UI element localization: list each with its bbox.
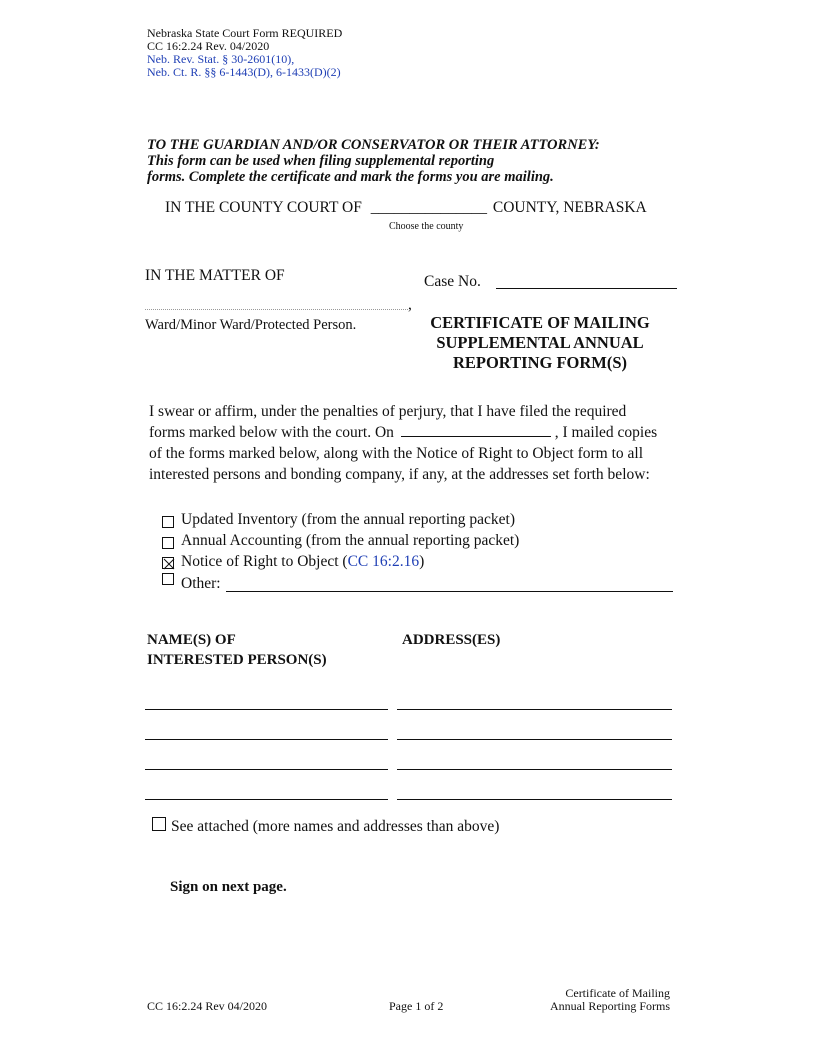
footer-page-number: Page 1 of 2 xyxy=(389,999,444,1013)
ward-comma: , xyxy=(408,296,412,313)
sign-next-page-note: Sign on next page. xyxy=(170,879,287,895)
address-field-2[interactable] xyxy=(397,739,672,740)
title-line-3: REPORTING FORM(S) xyxy=(452,353,628,372)
notice-right-to-object-checkbox[interactable] xyxy=(162,557,174,569)
names-header-line-2: INTERESTED PERSON(S) xyxy=(147,652,327,668)
certificate-title xyxy=(415,313,665,373)
statement-line-3: of the forms marked below, along with the Notice of Right to Object form to all xyxy=(149,445,644,462)
court-rule-link[interactable]: Neb. Ct. R. §§ 6-1443(D), 6-1433(D)(2) xyxy=(147,65,341,79)
statement-line-2b: , I mailed copies xyxy=(554,424,658,441)
other-field[interactable] xyxy=(226,591,673,592)
names-column-header xyxy=(147,630,327,670)
name-field-2[interactable] xyxy=(145,739,388,740)
notice-label-tail: ) xyxy=(419,553,425,570)
address-field-3[interactable] xyxy=(397,769,672,770)
name-field-3[interactable] xyxy=(145,769,388,770)
instructions xyxy=(147,137,600,185)
instructions-line-1: TO THE GUARDIAN AND/OR CONSERVATOR OR THEIR ATTORNEY: xyxy=(147,137,600,153)
addresses-column-header: ADDRESS(ES) xyxy=(402,632,501,648)
perjury-statement xyxy=(149,401,657,485)
form-code-line: CC 16:2.24 Rev. 04/2020 xyxy=(147,39,270,53)
updated-inventory-checkbox[interactable] xyxy=(162,516,174,528)
other-label: Other: xyxy=(181,575,221,592)
statement-line-2a: forms marked below with the court. On xyxy=(149,424,394,441)
case-number-label: Case No. xyxy=(424,273,481,290)
footer-form-title xyxy=(520,987,670,1013)
address-field-1[interactable] xyxy=(397,709,672,710)
matter-label: IN THE MATTER OF xyxy=(145,267,285,284)
name-field-4[interactable] xyxy=(145,799,388,800)
other-checkbox[interactable] xyxy=(162,573,174,585)
court-line xyxy=(165,199,647,217)
case-number-field[interactable] xyxy=(496,288,677,289)
statement-line-4: interested persons and bonding company, if any, at the addresses set forth below: xyxy=(149,466,650,483)
statute-link[interactable]: Neb. Rev. Stat. § 30-2601(10), xyxy=(147,52,295,66)
ward-name-field[interactable] xyxy=(145,309,408,310)
notice-right-to-object-label xyxy=(181,553,424,571)
annual-accounting-label: Annual Accounting (from the annual reporting packet) xyxy=(181,532,520,549)
see-attached-label: See attached (more names and addresses than above) xyxy=(171,818,500,835)
court-suffix: COUNTY, NEBRASKA xyxy=(492,199,647,216)
address-field-4[interactable] xyxy=(397,799,672,800)
names-header-line-1: NAME(S) OF xyxy=(147,632,236,648)
mailing-date-field[interactable] xyxy=(401,422,551,437)
title-line-2: SUPPLEMENTAL ANNUAL xyxy=(436,333,644,352)
form-header xyxy=(147,27,342,79)
footer-title-line-2: Annual Reporting Forms xyxy=(550,999,670,1013)
ward-label: Ward/Minor Ward/Protected Person. xyxy=(145,317,357,333)
court-prefix: IN THE COUNTY COURT OF xyxy=(165,199,362,216)
statement-line-1: I swear or affirm, under the penalties of perjury, that I have filed the required xyxy=(149,403,627,420)
county-field[interactable]: _______________ xyxy=(370,199,487,216)
name-field-1[interactable] xyxy=(145,709,388,710)
instructions-line-2: This form can be used when filing supplemental reporting xyxy=(147,153,495,169)
footer-title-line-1: Certificate of Mailing xyxy=(565,986,670,1000)
form-required-line: Nebraska State Court Form REQUIRED xyxy=(147,26,343,40)
title-line-1: CERTIFICATE OF MAILING xyxy=(430,313,650,332)
checked-x-icon xyxy=(163,558,175,570)
instructions-line-3: forms. Complete the certificate and mark the forms you are mailing. xyxy=(147,169,554,185)
notice-label-text: Notice of Right to Object ( xyxy=(181,553,348,570)
see-attached-checkbox[interactable] xyxy=(152,817,166,831)
notice-form-link[interactable]: CC 16:2.16 xyxy=(347,553,420,570)
annual-accounting-checkbox[interactable] xyxy=(162,537,174,549)
footer-form-code: CC 16:2.24 Rev 04/2020 xyxy=(147,999,268,1013)
county-hint: Choose the county xyxy=(389,221,464,232)
updated-inventory-label: Updated Inventory (from the annual reporting packet) xyxy=(181,511,515,528)
